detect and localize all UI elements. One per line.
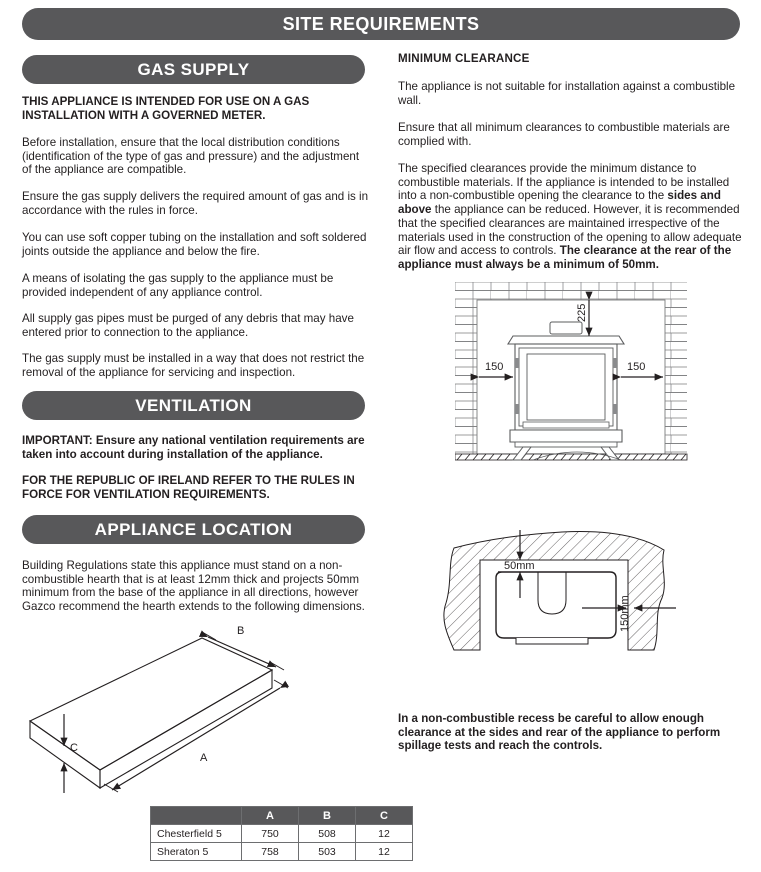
appliance-location-paragraph-1: Building Regulations state this appliance must stand on a non-combustible hearth that is at least 12mm thick and projects 50mm minimum from the base of the appliance in all directions, however Gazco recommend the hearth extends to the following dimensions. — [22, 559, 365, 614]
hearth-label-a: A — [200, 752, 208, 764]
section-header-label: VENTILATION — [135, 395, 252, 415]
hearth-dimension-table — [150, 806, 413, 861]
table-cell-model: Sheraton 5 — [151, 843, 242, 861]
table-cell-b: 503 — [299, 843, 356, 861]
recess-note-paragraph: In a non-combustible recess be careful to allow enough clearance at the sides and rear of the appliance to perform spillage tests and reach the controls. — [398, 712, 721, 753]
table-cell-c: 12 — [356, 825, 413, 843]
ventilation-paragraph-1: IMPORTANT: Ensure any national ventilation requirements are taken into account during installation of the appliance. — [22, 434, 365, 461]
left-clearance-label: 150 — [485, 361, 504, 373]
section-header-ventilation — [22, 391, 365, 420]
appliance-plan — [496, 572, 616, 638]
minimum-clearance-paragraph-2: Ensure that all minimum clearances to combustible materials are complied with. — [398, 121, 730, 148]
section-header-label: APPLIANCE LOCATION — [94, 519, 293, 539]
table-header-row — [151, 807, 413, 825]
ventilation-paragraph-2: FOR THE REPUBLIC OF IRELAND REFER TO THE RULES IN FORCE FOR VENTILATION REQUIREMENTS. — [22, 474, 355, 501]
table-cell-a: 750 — [242, 825, 299, 843]
section-header-appliance-location — [22, 515, 365, 544]
section-header-gas-supply — [22, 55, 365, 84]
page-title: SITE REQUIREMENTS — [282, 13, 480, 34]
table-cell-c: 12 — [356, 843, 413, 861]
minimum-clearance-paragraph-3 — [398, 162, 743, 272]
gas-supply-paragraph-1: THIS APPLIANCE IS INTENDED FOR USE ON A GAS INSTALLATION WITH A GOVERNED METER. — [22, 95, 310, 122]
mc-p3-text-2: the appliance can be reduced. However, it is recommended that the specified clearances are maintained irrespective of the materials used in the construction of the opening to allow adequate air flow and access to controls. — [398, 203, 742, 258]
table-cell-b: 508 — [299, 825, 356, 843]
gas-supply-paragraph-4: You can use soft copper tubing on the installation and soft soldered joints outside the appliance and below the fire. — [22, 231, 367, 258]
side-clearance-label: 150mm — [619, 595, 631, 632]
gas-supply-paragraph-7: The gas supply must be installed in a way that does not restrict the removal of the appliance for servicing and inspection. — [22, 352, 365, 379]
table-row — [151, 825, 413, 843]
hearth-label-b: B — [237, 625, 245, 637]
table-cell-model: Chesterfield 5 — [151, 825, 242, 843]
table-header-model — [151, 807, 242, 825]
table-cell-a: 758 — [242, 843, 299, 861]
top-clearance-label: 225 — [576, 303, 588, 322]
mc-p3-bold-rear-clearance: The clearance at the rear of the appliance must always be a minimum of 50mm. — [398, 244, 732, 271]
rear-clearance-label: 50mm — [504, 560, 535, 572]
right-clearance-label: 150 — [627, 361, 646, 373]
hearth-label-c: C — [70, 742, 78, 754]
stove-drawing — [508, 322, 624, 460]
table-header-c: C — [356, 807, 413, 825]
gas-supply-paragraph-5: A means of isolating the gas supply to the appliance must be provided independent of any appliance control. — [22, 272, 334, 299]
front-lip — [516, 638, 588, 644]
table-header-b: B — [299, 807, 356, 825]
recess-plan-svg — [432, 508, 732, 693]
mc-p3-bold-sides-and-above: sides and above — [398, 189, 721, 217]
hearth-isometric-svg — [12, 618, 312, 803]
page-title-banner — [22, 8, 740, 40]
stove-clearance-svg — [455, 282, 715, 487]
mc-p3-text-1: The specified clearances provide the minimum distance to combustible materials. If the appliance is intended to be installed into a non-combustible opening the clearance to the — [398, 162, 730, 203]
gas-supply-paragraph-6: All supply gas pipes must be purged of any debris that may have entered prior to connection to the appliance. — [22, 312, 354, 339]
hearth-isometric-figure — [12, 618, 312, 803]
table-row — [151, 843, 413, 861]
minimum-clearance-heading: MINIMUM CLEARANCE — [398, 52, 530, 65]
stove-clearance-figure — [455, 282, 715, 487]
table-header-a: A — [242, 807, 299, 825]
section-header-label: GAS SUPPLY — [137, 59, 250, 79]
minimum-clearance-paragraph-1: The appliance is not suitable for installation against a combustible wall. — [398, 80, 736, 107]
gas-supply-paragraph-2: Before installation, ensure that the local distribution conditions (identification of the type of gas and pressure) and the adjustment of the appliance are compatible. — [22, 136, 360, 177]
recess-plan-figure — [432, 508, 732, 693]
gas-supply-paragraph-3: Ensure the gas supply delivers the required amount of gas and is in accordance with the rules in force. — [22, 190, 369, 217]
